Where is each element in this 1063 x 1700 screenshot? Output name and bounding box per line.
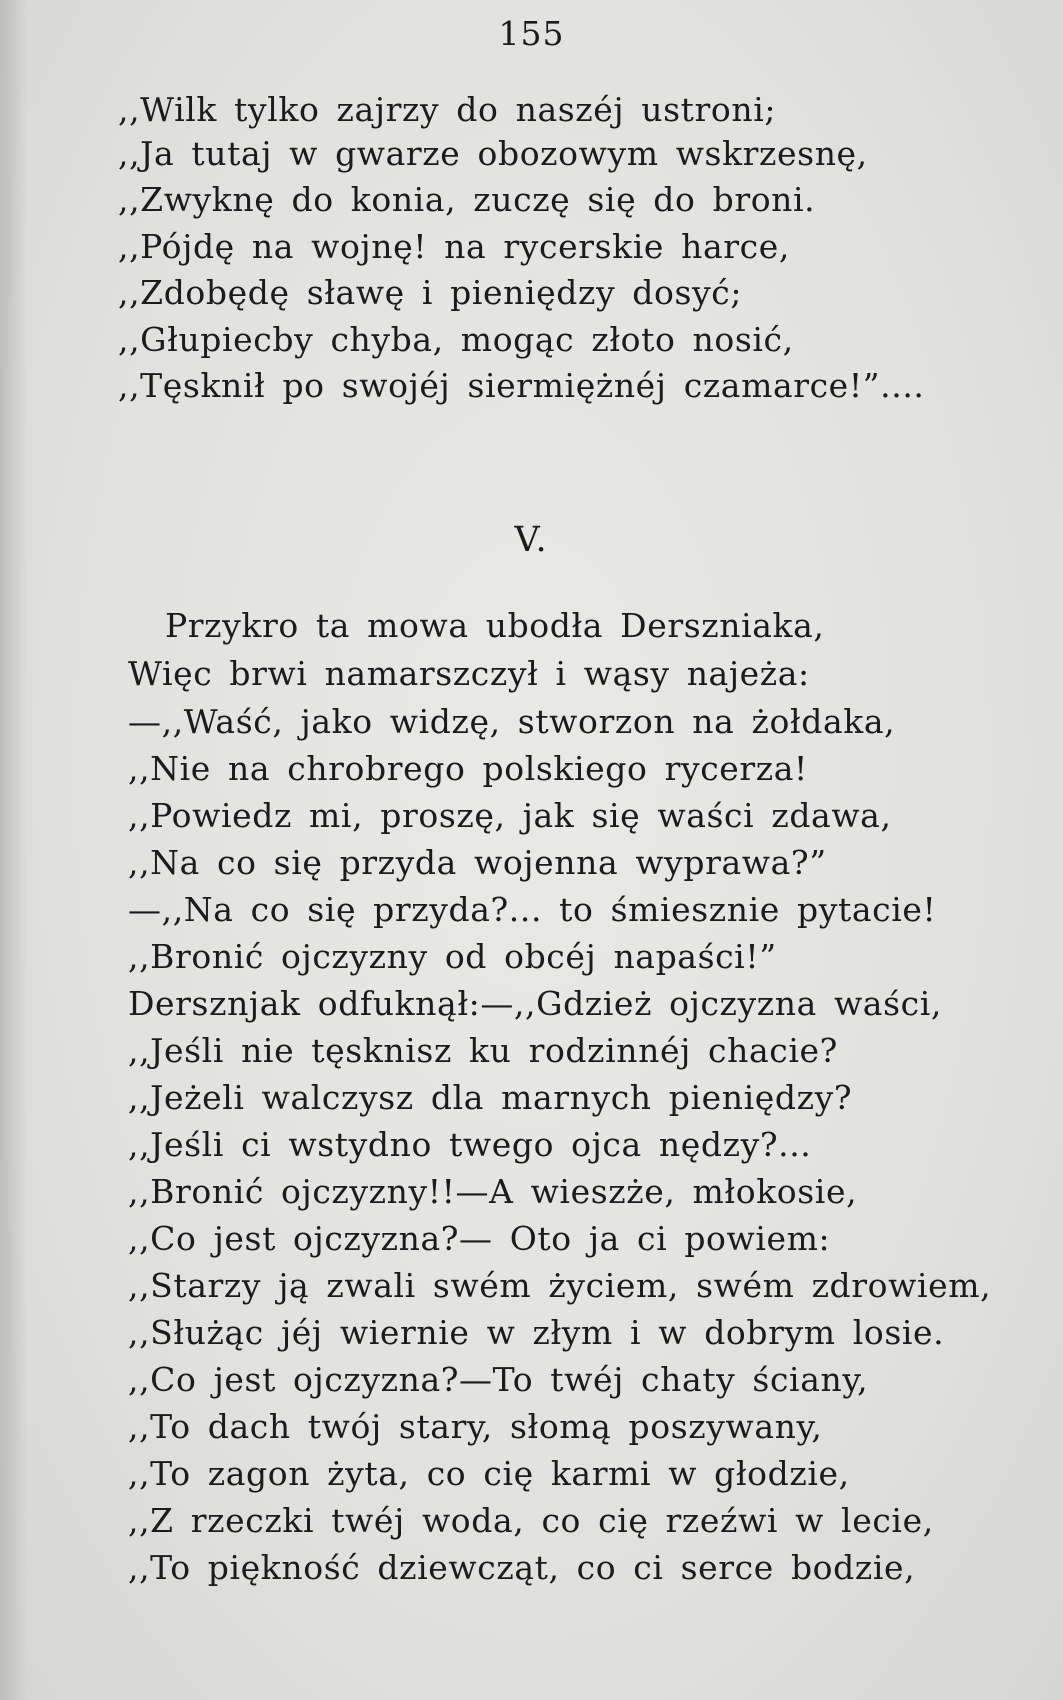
verse-line: ,,Zdobędę sławę i pieniędzy dosyć; xyxy=(118,273,743,312)
verse-line: ,,Służąc jéj wiernie w złym i w dobrym losie. xyxy=(128,1313,945,1352)
verse-line: ,,Pójdę na wojnę! na rycerskie harce, xyxy=(118,227,790,266)
page-number: 155 xyxy=(498,14,565,53)
verse-line: ,,Powiedz mi, proszę, jak się waści zdawa, xyxy=(128,796,892,835)
verse-line: ,,To dach twój stary, słomą poszywany, xyxy=(128,1407,823,1446)
verse-line: ,,To piękność dziewcząt, co ci serce bodzie, xyxy=(128,1548,916,1587)
verse-line: ,,To zagon żyta, co cię karmi w głodzie, xyxy=(128,1454,850,1493)
verse-line: —,,Na co się przyda?... to śmiesznie pytacie! xyxy=(128,890,937,929)
verse-line: ,,Co jest ojczyzna?— Oto ja ci powiem: xyxy=(128,1219,831,1258)
verse-line: ,,Jeśli ci wstydno twego ojca nędzy?... xyxy=(128,1125,812,1164)
verse-line: Więc brwi namarszczył i wąsy najeża: xyxy=(128,654,810,693)
verse-line: ,,Jeżeli walczysz dla marnych pieniędzy? xyxy=(128,1078,853,1117)
verse-line: ,,Nie na chrobrego polskiego rycerza! xyxy=(128,749,808,788)
verse-line: ,,Jeśli nie tęsknisz ku rodzinnéj chacie? xyxy=(128,1031,838,1070)
verse-line: ,,Bronić ojczyzny!!—A wieszże, młokosie, xyxy=(128,1172,858,1211)
verse-line: ,,Na co się przyda wojenna wyprawa?” xyxy=(128,843,827,882)
verse-line: ,,Głupiecby chyba, mogąc złoto nosić, xyxy=(118,320,794,359)
verse-line: —,,Waść, jako widzę, stworzon na żołdaka, xyxy=(128,702,896,741)
verse-line: ,,Tęsknił po swojéj siermiężnéj czamarce!”.... xyxy=(118,366,925,405)
verse-line: ,,Zwyknę do konia, zuczę się do broni. xyxy=(118,180,816,219)
verse-line: ,,Ja tutaj w gwarze obozowym wskrzesnę, xyxy=(118,134,868,173)
section-heading: V. xyxy=(514,520,549,560)
verse-line: Przykro ta mowa ubodła Derszniaka, xyxy=(165,606,825,645)
verse-line: Dersznjak odfuknął:—,,Gdzież ojczyzna waści, xyxy=(128,984,942,1023)
verse-line: ,,Z rzeczki twéj woda, co cię rzeźwi w lecie, xyxy=(128,1501,934,1540)
verse-line: ,,Starzy ją zwali swém życiem, swém zdrowiem, xyxy=(128,1266,992,1305)
page-gutter-shadow xyxy=(0,0,28,1700)
verse-line: ,,Co jest ojczyzna?—To twéj chaty ściany, xyxy=(128,1360,869,1399)
verse-line: ,,Wilk tylko zajrzy do naszéj ustroni; xyxy=(118,90,777,129)
verse-line: ,,Bronić ojczyzny od obcéj napaści!” xyxy=(128,937,777,976)
